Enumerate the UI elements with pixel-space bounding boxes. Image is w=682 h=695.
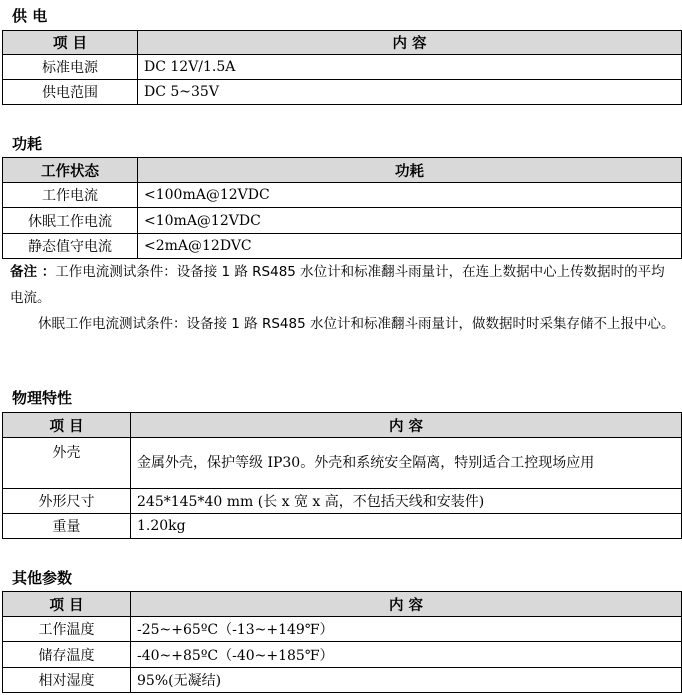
physical-table	[2, 412, 682, 539]
power-section-title: 供 电	[12, 7, 48, 25]
header-item: 项 目	[3, 592, 131, 617]
row-label: 工作电流	[3, 183, 138, 208]
note-label: 备注 ：	[10, 264, 56, 280]
row-value: 95%(无凝结)	[131, 668, 682, 693]
other-section-title: 其他参数	[12, 569, 73, 587]
physical-section-title: 物理特性	[12, 389, 73, 407]
row-label: 工作温度	[3, 617, 131, 642]
table-row	[3, 642, 682, 668]
table-row	[3, 489, 682, 514]
consumption-section-title: 功耗	[12, 135, 43, 153]
table-header-row	[3, 413, 682, 438]
row-value: -25~+65ºC（-13~+149℉）	[131, 617, 682, 642]
row-label: 供电范围	[3, 80, 138, 105]
note-paragraph-1	[10, 259, 678, 311]
power-table	[2, 30, 682, 105]
row-value: DC 12V/1.5A	[138, 55, 682, 80]
header-content: 内 容	[131, 592, 682, 617]
row-label: 标准电源	[3, 55, 138, 80]
other-table	[2, 591, 682, 693]
row-label: 相对湿度	[3, 668, 131, 693]
table-row	[3, 438, 682, 489]
table-row	[3, 668, 682, 693]
row-label: 重量	[3, 514, 131, 539]
table-row	[3, 80, 682, 105]
row-label: 外形尺寸	[3, 489, 131, 514]
note-paragraph-2: 休眠工作电流测试条件：设备接 1 路 RS485 水位计和标准翻斗雨量计，做数据时时采集存储不上报中心。	[38, 316, 675, 332]
table-header-row	[3, 31, 682, 55]
row-value: <2mA@12DVC	[138, 234, 682, 259]
table-row	[3, 617, 682, 642]
table-row	[3, 514, 682, 539]
header-consumption: 功耗	[138, 158, 682, 183]
row-value: -40~+85ºC（-40~+185℉）	[131, 642, 682, 668]
row-label: 储存温度	[3, 642, 131, 668]
row-value: <100mA@12VDC	[138, 183, 682, 208]
row-value: 245*145*40 mm (长 x 宽 x 高，不包括天线和安装件)	[131, 489, 682, 514]
table-row	[3, 55, 682, 80]
header-state: 工作状态	[3, 158, 138, 183]
consumption-table	[2, 157, 682, 259]
note-line-1: 工作电流测试条件：设备接 1 路 RS485 水位计和标准翻斗雨量计，在连上数据中心上传数据时的平均电流。	[10, 264, 665, 306]
table-row	[3, 208, 682, 234]
row-value: 金属外壳，保护等级 IP30。外壳和系统安全隔离，特别适合工控现场应用	[131, 438, 682, 489]
row-label: 休眠工作电流	[3, 208, 138, 234]
table-row	[3, 234, 682, 259]
table-row	[3, 183, 682, 208]
row-value: 1.20kg	[131, 514, 682, 539]
row-value: <10mA@12VDC	[138, 208, 682, 234]
row-label: 静态值守电流	[3, 234, 138, 259]
header-item: 项 目	[3, 413, 131, 438]
note-block	[10, 259, 678, 337]
header-item: 项 目	[3, 31, 138, 55]
row-label: 外壳	[3, 438, 131, 489]
header-content: 内 容	[131, 413, 682, 438]
table-header-row	[3, 592, 682, 617]
table-header-row	[3, 158, 682, 183]
row-value: DC 5~35V	[138, 80, 682, 105]
header-content: 内 容	[138, 31, 682, 55]
